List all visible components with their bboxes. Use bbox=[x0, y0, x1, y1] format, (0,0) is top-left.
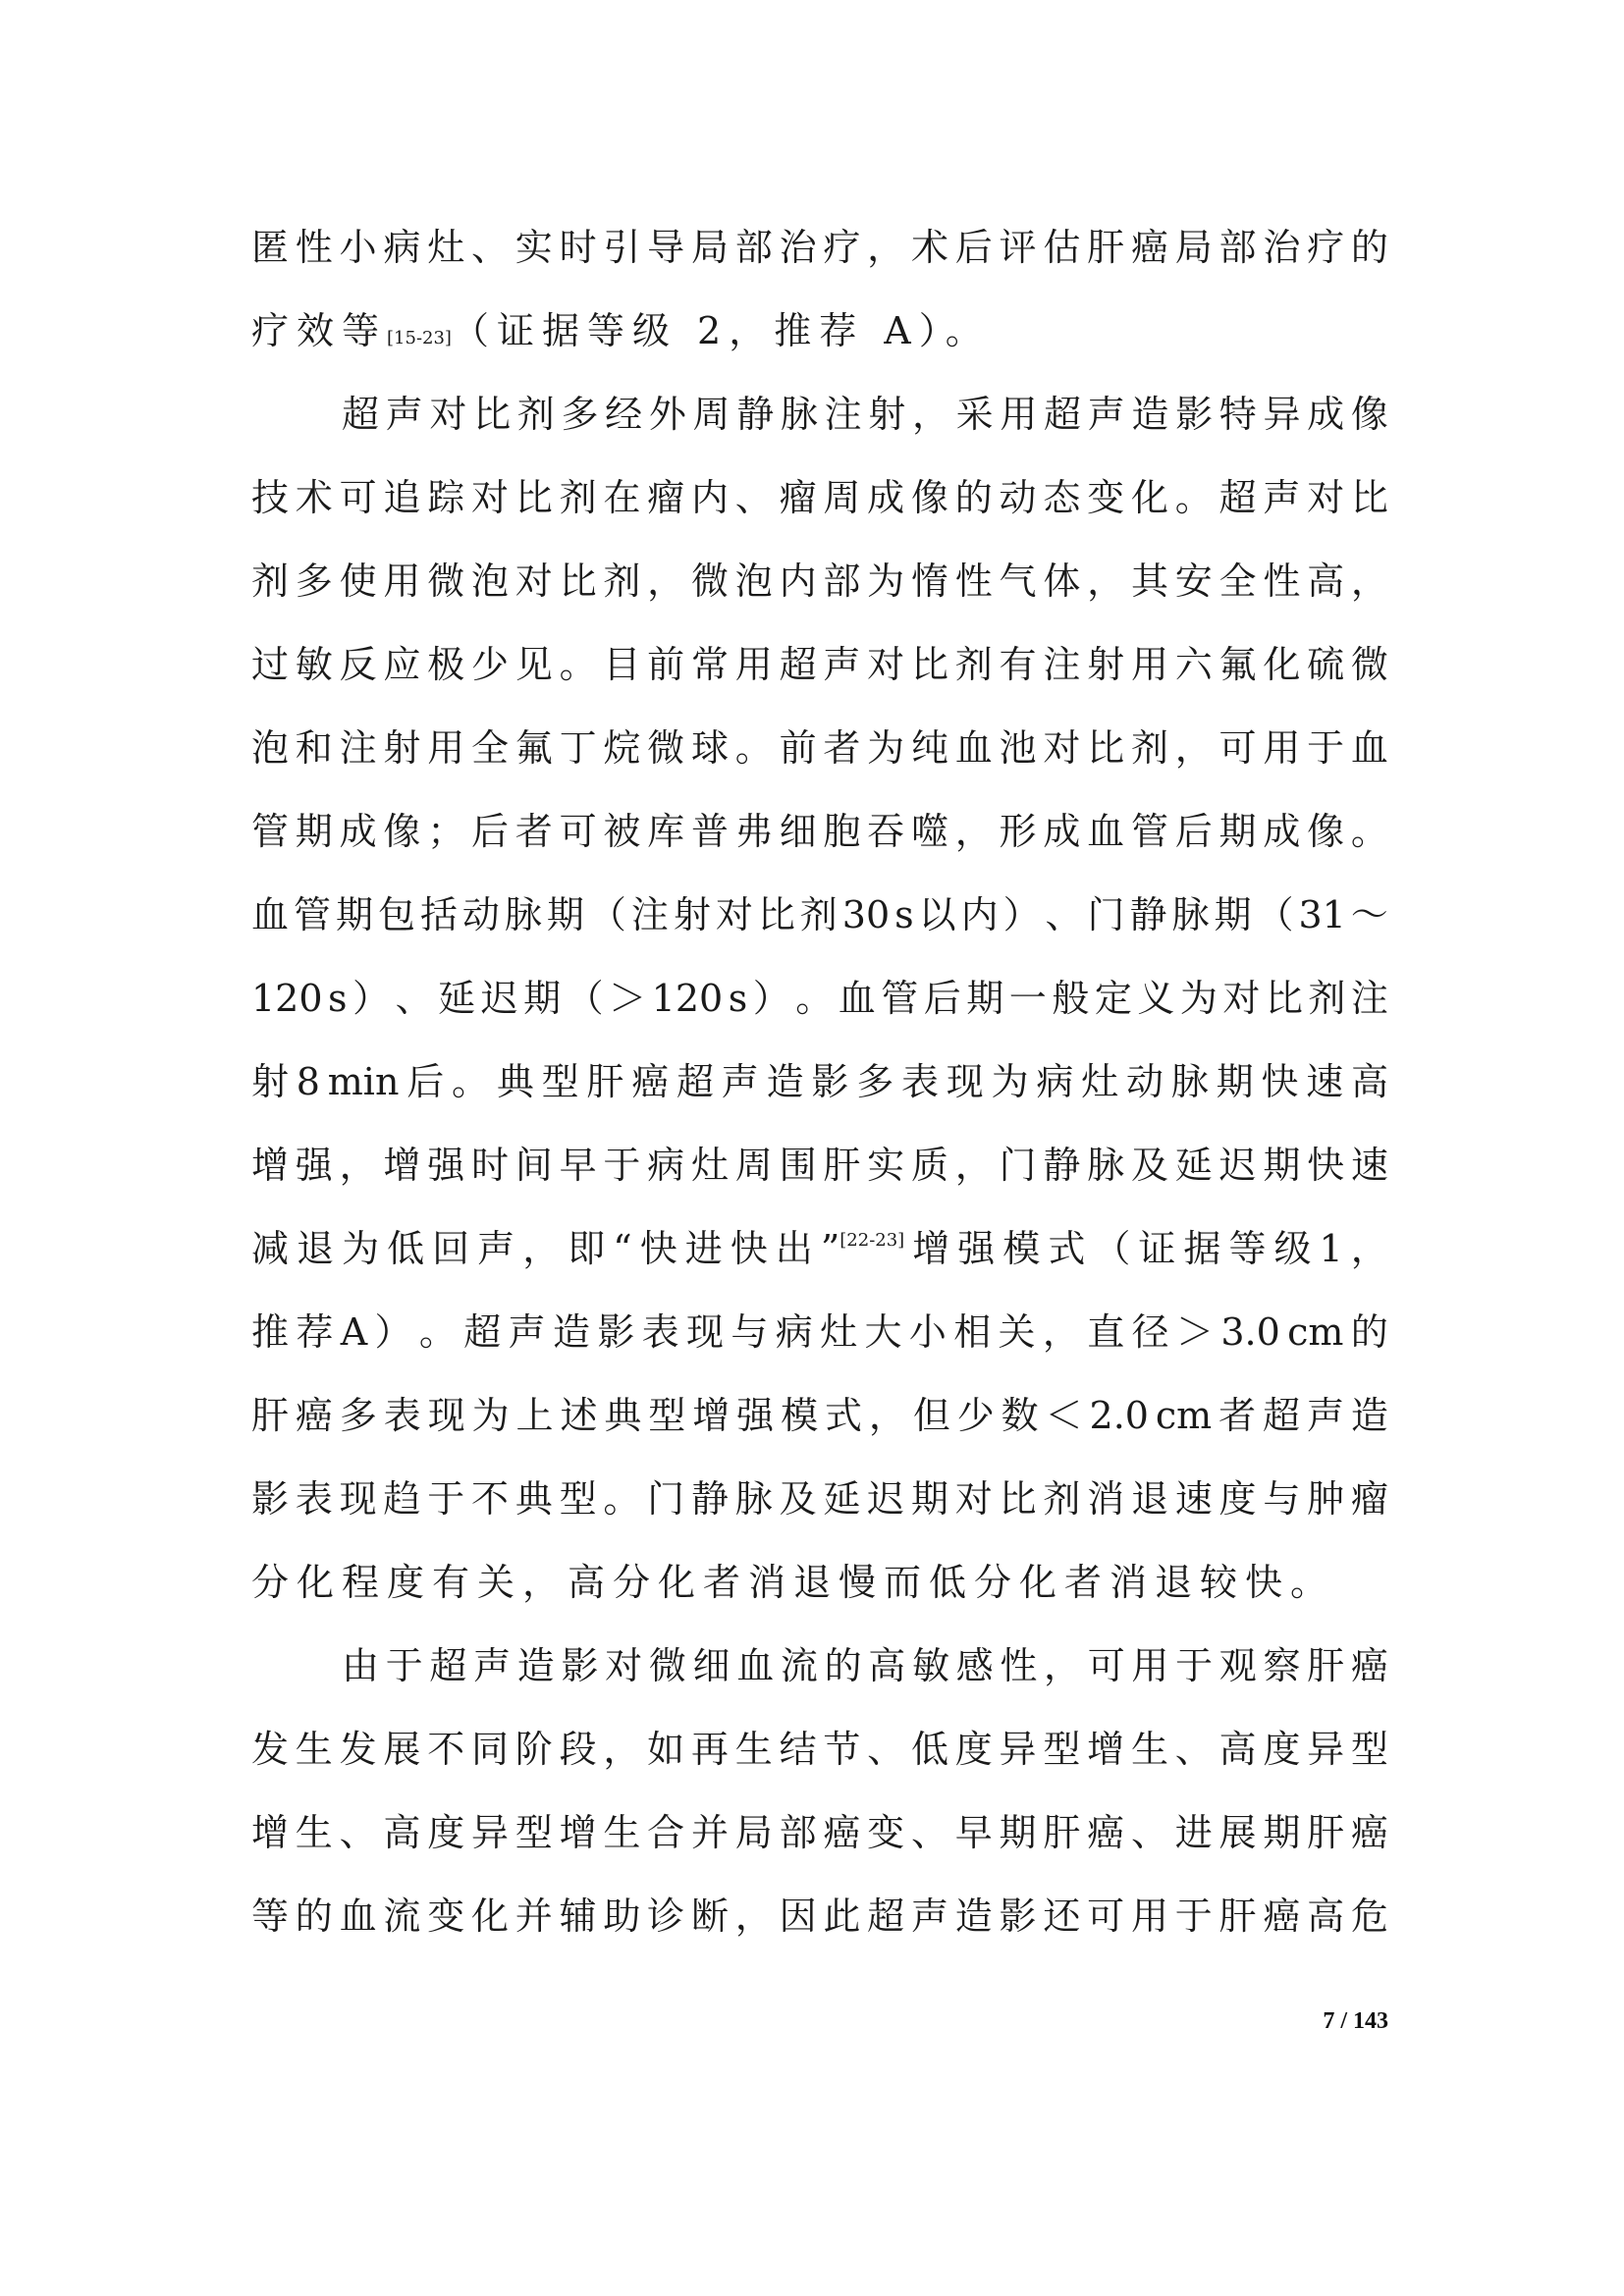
text-line: 泡 和 注 射 用 全 氟 丁 烷 微 球 。 前 者 为 纯 血 池 对 比 剂 ， 可 用 于 血 bbox=[251, 726, 1388, 770]
text-line: 管 期 成 像 ； 后 者 可 被 库 普 弗 细 胞 吞 噬 ， 形 成 血 管 后 期 成 像 。 bbox=[251, 810, 1388, 853]
text-line: 增 生 、 高 度 异 型 增 生 合 并 局 部 癌 变 、 早 期 肝 癌 、 进 展 期 肝 癌 bbox=[251, 1811, 1388, 1854]
line-text: 分化程度有关，高分化者消退慢而低分化者消退较快。 bbox=[251, 1561, 1336, 1604]
text-line: 增 强 ， 增 强 时 间 早 于 病 灶 周 围 肝 实 质 ， 门 静 脉 及 延 迟 期 快 速 bbox=[251, 1144, 1388, 1187]
text-line: 影 表 现 趋 于 不 典 型 。 门 静 脉 及 延 迟 期 对 比 剂 消 退 速 度 与 肿 瘤 bbox=[251, 1477, 1388, 1521]
text-line bbox=[251, 1541, 1388, 1625]
text-line: 120 s ） 、 延 迟 期 （ ＞ 120 s ） 。 血 管 后 期 一 般 定 义 为 对 比 剂 注 bbox=[251, 977, 1388, 1020]
text-line: 过 敏 反 应 极 少 见 。 目 前 常 用 超 声 对 比 剂 有 注 射 用 六 氟 化 硫 微 bbox=[251, 643, 1388, 686]
text-line: 推 荐 A ） 。 超 声 造 影 表 现 与 病 灶 大 小 相 关 ， 直 径 ＞ 3.0 cm 的 bbox=[251, 1310, 1388, 1354]
text-line: 疗效等 [15-23] （证据等级 2，推荐 A）。 bbox=[251, 290, 1388, 373]
text-line: 射 8 min 后 。 典 型 肝 癌 超 声 造 影 多 表 现 为 病 灶 动 脉 期 快 速 高 bbox=[251, 1060, 1388, 1103]
citation-reference: [22-23] bbox=[839, 1230, 905, 1251]
text-line: 匿 性 小 病 灶 、 实 时 引 导 局 部 治 疗 ， 术 后 评 估 肝 癌 局 部 治 疗 的 bbox=[251, 226, 1388, 269]
body-text bbox=[251, 206, 1388, 1958]
line-text: 疗效等 bbox=[251, 309, 388, 352]
page-number: 7 / 143 bbox=[1323, 2008, 1388, 2034]
text-line: 由 于 超 声 造 影 对 微 细 血 流 的 高 敏 感 性 ， 可 用 于 观 察 肝 癌 bbox=[342, 1644, 1388, 1687]
text-line: 技 术 可 追 踪 对 比 剂 在 瘤 内 、 瘤 周 成 像 的 动 态 变 化 。 超 声 对 比 bbox=[251, 476, 1388, 519]
text-line: 发 生 发 展 不 同 阶 段 ， 如 再 生 结 节 、 低 度 异 型 增 生 、 高 度 异 型 bbox=[251, 1728, 1388, 1771]
text-line: 超 声 对 比 剂 多 经 外 周 静 脉 注 射 ， 采 用 超 声 造 影 特 异 成 像 bbox=[342, 393, 1388, 436]
text-line: 等 的 血 流 变 化 并 辅 助 诊 断 ， 因 此 超 声 造 影 还 可 用 于 肝 癌 高 危 bbox=[251, 1895, 1388, 1938]
text-line: 减 退 为 低 回 声 ， 即 “ 快 进 快 出 ”[22-23] 增 强 模 式 （ 证 据 等 级 1 ， bbox=[251, 1227, 1388, 1270]
text-line: 血 管 期 包 括 动 脉 期 （ 注 射 对 比 剂 30 s 以 内 ） 、 门 静 脉 期 （ 31 ～ bbox=[251, 893, 1388, 936]
text-line: 肝 癌 多 表 现 为 上 述 典 型 增 强 模 式 ， 但 少 数 ＜ 2.0 cm 者 超 声 造 bbox=[251, 1394, 1388, 1437]
line-text-after: （证据等级 2，推荐 A）。 bbox=[451, 309, 991, 352]
text-line: 剂 多 使 用 微 泡 对 比 剂 ， 微 泡 内 部 为 惰 性 气 体 ， 其 安 全 性 高 ， bbox=[251, 560, 1388, 603]
